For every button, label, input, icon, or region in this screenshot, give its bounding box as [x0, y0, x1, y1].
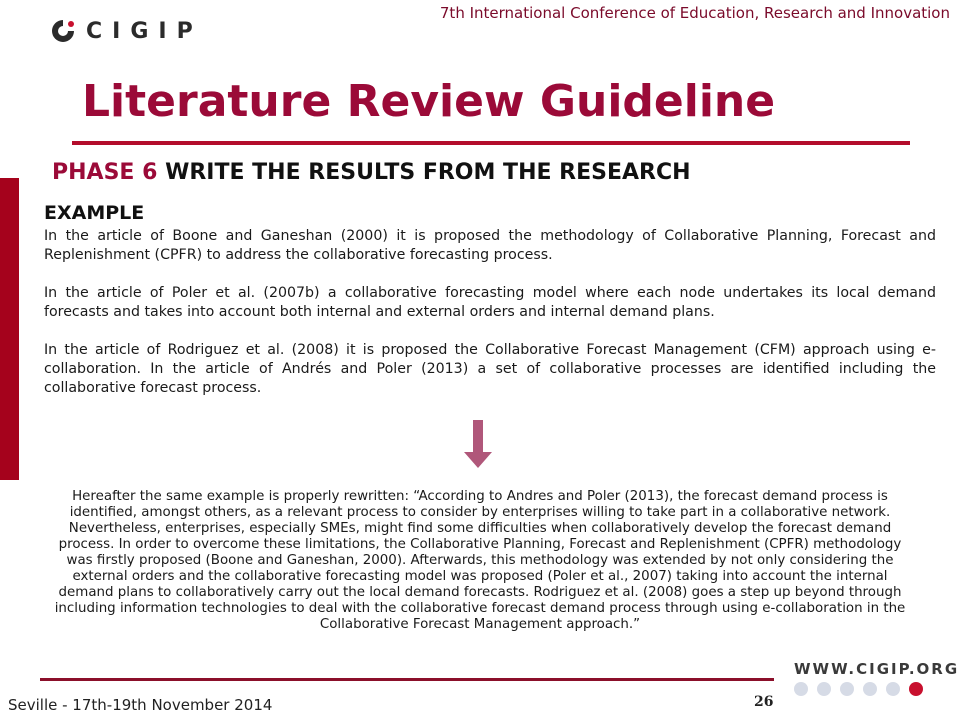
phase-label: PHASE 6: [52, 160, 158, 185]
example-heading: EXAMPLE: [44, 202, 145, 224]
decorative-dots: [794, 682, 923, 696]
footer-divider: [40, 678, 774, 681]
page-number: 26: [754, 694, 774, 710]
phase-heading: [52, 160, 691, 185]
footer-location-date: Seville - 17th-19th November 2014: [8, 696, 273, 714]
example-paragraph: In the article of Poler et al. (2007b) a collaborative forecasting model where each node undertakes its local demand forecasts and takes into account both internal and external orders and internal demand plans.: [44, 285, 936, 320]
title-underline: [72, 141, 910, 145]
phase-title: WRITE THE RESULTS FROM THE RESEARCH: [165, 160, 691, 185]
example-paragraph: In the article of Rodriguez et al. (2008) it is proposed the Collaborative Forecast Management (CFM) approach using e-collaboration. In the article of Andrés and Poler (2013) a set of collaborative processes are identified including the collaborative forecast process.: [44, 342, 936, 396]
cigip-logo: [50, 14, 203, 48]
dot-highlight: [909, 682, 923, 696]
dot: [840, 682, 854, 696]
dot: [817, 682, 831, 696]
slide-title: Literature Review Guideline: [82, 76, 776, 127]
dot: [794, 682, 808, 696]
cigip-logo-icon: [50, 18, 76, 44]
dot: [886, 682, 900, 696]
example-paragraph: In the article of Boone and Ganeshan (2000) it is proposed the methodology of Collaborative Planning, Forecast and Replenishment (CPFR) to address the collaborative forecasting process.: [44, 228, 936, 263]
example-paragraphs: [44, 227, 936, 417]
conference-name: 7th International Conference of Education, Research and Innovation: [439, 4, 950, 22]
website-url: WWW.CIGIP.ORG: [794, 660, 960, 678]
left-accent-bar: [0, 178, 19, 480]
dot: [863, 682, 877, 696]
rewritten-example: Hereafter the same example is properly rewritten: “According to Andres and Poler (2013), the forecast demand process is identified, amongst others, as a relevant process to consider by enterprises willing to take part in a collaborative network. Nevertheless, enterprises, especially SMEs, might find some difficulties when collaboratively develop the forecast demand process. In order to overcome these limitations, the Collaborative Planning, Forecast and Replenishment (CPFR) methodology was firstly proposed (Boone and Ganeshan, 2000). Afterwards, this methodology was extended by not only considering the external orders and the collaborative forecasting model was proposed (Poler et al., 2007) taking into account the internal demand plans to collaboratively carry out the local demand forecasts. Rodriguez et al. (2008) goes a step up beyond through including information technologies to deal with the collaborative forecast demand process through using e-collaboration in the Collaborative Forecast Management approach.”: [54, 489, 906, 632]
logo-wordmark: CIGIP: [86, 18, 203, 44]
down-arrow-icon: [464, 420, 492, 468]
